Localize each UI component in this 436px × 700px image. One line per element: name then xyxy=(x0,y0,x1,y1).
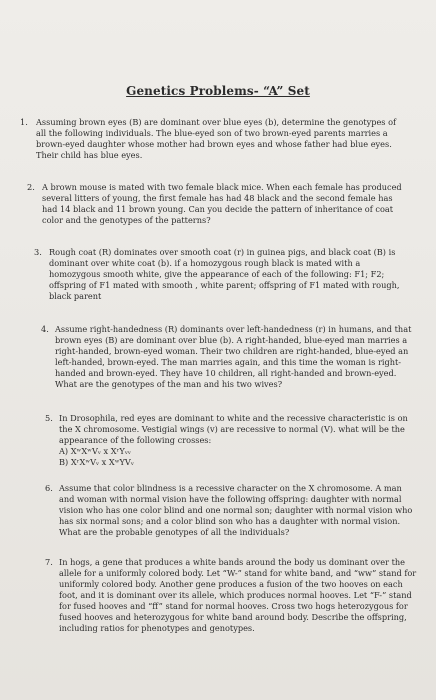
problem-2-number: 2. xyxy=(27,182,35,192)
problem-3 xyxy=(49,247,413,302)
problem-5-number: 5. xyxy=(45,413,53,423)
page-title: Genetics Problems- “A” Set xyxy=(126,84,310,98)
problem-4-text: Assume right-handedness (R) dominants over left-handedness (r) in humans, and that brown eyes (B) are dominant over blue (b). A right-handed, blue-eyed man marries a right-handed, brown-eyed woman. Their two children are right-handed, blue-eyed an left-handed, brown-eyed. The man marries again, and this time the woman is right-handed and brown-eyed. They have 10 children, all right-handed and brown-eyed. What are the genotypes of the man and his two wives? xyxy=(55,324,412,389)
problem-5 xyxy=(59,413,419,468)
problem-7-number: 7. xyxy=(45,557,53,567)
problem-5-cross-b: B) XʳXʷVᵥ x XʷYVᵥ xyxy=(59,457,134,467)
problem-6-text: Assume that color blindness is a recessive character on the X chromosome. A man and woman with normal vision have the following offspring: daughter with normal vision who has one color blind and one normal son; daughter with normal vision who has six normal sons; and a color blind son who has a daughter with normal vision. What are the probable genotypes of all the individuals? xyxy=(59,483,413,537)
problem-1-text: Assuming brown eyes (B) are dominant over blue eyes (b), determine the genotypes of all the following individuals. The blue-eyed son of two brown-eyed parents marries a brown-eyed daughter whose mother had brown eyes and whose father had blue eyes. Their child has blue eyes. xyxy=(36,117,397,160)
problem-5-cross-a: A) XʷXʷVᵥ x XʳYᵥᵥ xyxy=(59,446,131,456)
problem-3-text: Rough coat (R) dominates over smooth coat (r) in guinea pigs, and black coat (B) is dominant over white coat (b). if a homozygous rough black is mated with a homozygous smooth white, give the appearance of each of the following: F1; F2; offspring of F1 mated with smooth , white parent; offspring of F1 mated with rough, black parent xyxy=(49,247,400,301)
problem-6 xyxy=(59,483,419,538)
problem-7 xyxy=(59,557,419,634)
problem-1-number: 1. xyxy=(20,117,28,127)
problem-2 xyxy=(42,182,406,226)
problem-1 xyxy=(36,117,406,161)
problem-7-text: In hogs, a gene that produces a white bands around the body us dominant over the allele for a uniformly colored body. Let “W-” stand for white band, and “ww” stand for uniformly colored body. Another gene produces a fusion of the two hooves on each foot, and it is dominant over its allele, which produces normal hooves. Let “F-” stand for fused hooves and “ff” stand for normal hooves. Cross two hogs heterozygous for fused hooves and heterozygous for white band around body. Describe the offspring, including ratios for phenotypes and genotypes. xyxy=(59,557,417,633)
problem-5-text: In Drosophila, red eyes are dominant to white and the recessive characteristic is on the X chromosome. Vestigial wings (v) are recessive to normal (V). what will be the appearance of the following crosses: xyxy=(59,413,408,445)
problem-6-number: 6. xyxy=(45,483,53,493)
problem-4-number: 4. xyxy=(41,324,49,334)
problem-2-text: A brown mouse is mated with two female black mice. When each female has produced several litters of young, the first female has had 48 black and the second female has had 14 black and 11 brown young. Can you decide the pattern of inheritance of coat color and the genotypes of the patterns? xyxy=(42,182,402,225)
problem-3-number: 3. xyxy=(34,247,42,257)
problem-4 xyxy=(55,324,417,390)
